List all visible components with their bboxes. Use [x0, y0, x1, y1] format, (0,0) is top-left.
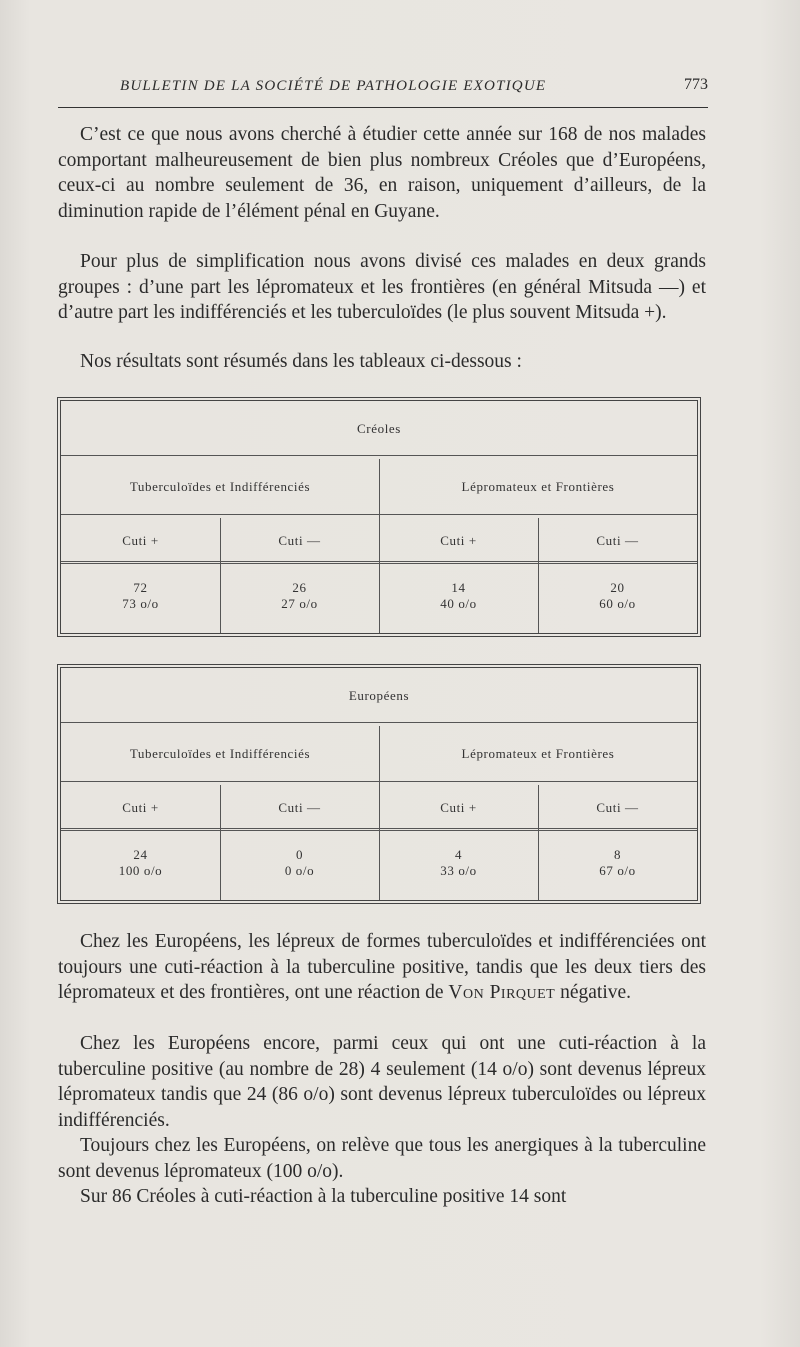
- percent: 0 o/o: [284, 863, 315, 878]
- count: 20: [610, 580, 625, 595]
- percent: 33 o/o: [440, 863, 477, 878]
- table-cell: [220, 565, 379, 627]
- count: 8: [613, 847, 622, 862]
- table-rule: [61, 455, 697, 456]
- group-header: Lépromateux et Frontières: [461, 479, 615, 494]
- table-europeens: [60, 667, 698, 901]
- column-header: Cuti +: [122, 532, 159, 548]
- table-caption: Créoles: [357, 421, 401, 436]
- table-rule: [61, 722, 697, 723]
- percent: 100 o/o: [118, 863, 163, 878]
- column-header: Cuti +: [440, 532, 477, 548]
- author-name: Von Pirquet: [448, 982, 556, 1004]
- paragraph-6: Toujours chez les Européens, on relève que tous les anergiques à la tuberculine sont devenus lépromateux (100 o/o).: [58, 1135, 706, 1182]
- column-divider: [538, 518, 539, 633]
- percent: 27 o/o: [281, 596, 318, 611]
- page-number: 773: [684, 76, 708, 93]
- column-header: Cuti —: [596, 532, 639, 548]
- table-cell: [379, 565, 538, 627]
- count: 24: [133, 847, 148, 862]
- count: 14: [451, 580, 466, 595]
- percent: 67 o/o: [599, 863, 636, 878]
- percent: 60 o/o: [599, 596, 636, 611]
- column-divider: [379, 459, 380, 633]
- table-creoles: [60, 400, 698, 634]
- paragraph-3: Nos résultats sont résumés dans les tableaux ci-dessous :: [80, 351, 522, 372]
- column-header: Cuti +: [440, 799, 477, 815]
- paragraph-2: Pour plus de simplification nous avons divisé ces malades en deux grands groupes : d’une part les lépromateux et les frontières (en général Mitsuda —) et d’autre part les indifférenciés et les tuberculoïdes (le plus souvent Mitsuda +).: [58, 251, 706, 324]
- paragraph-4-end: négative.: [560, 982, 632, 1004]
- column-header: Cuti +: [122, 799, 159, 815]
- column-divider: [220, 518, 221, 633]
- table-cell: [61, 832, 220, 894]
- running-head: [58, 76, 708, 104]
- column-header: Cuti —: [278, 799, 321, 815]
- paragraph-4-text: Chez les Européens, les lépreux de formes tuberculoïdes et indifférenciées ont toujours une cuti-réaction à la tuberculine positive, tandis que les deux tiers des lépromateux et des frontières, ont une réaction de: [58, 931, 706, 1004]
- paragraph-1: C’est ce que nous avons cherché à étudier cette année sur 168 de nos malades comportant malheureusement de bien plus nombreux Créoles que d’Européens, ceux-ci au nombre seulement de 36, en raison, uniquement d’ailleurs, de la diminution rapide de l’élément pénal en Guyane.: [58, 124, 706, 222]
- header-rule: [58, 107, 708, 108]
- count: 4: [454, 847, 463, 862]
- column-header: Cuti —: [596, 799, 639, 815]
- percent: 40 o/o: [440, 596, 477, 611]
- percent: 73 o/o: [122, 596, 159, 611]
- table-cell: [379, 832, 538, 894]
- table-cell: [220, 832, 379, 894]
- paragraph-5: Chez les Européens encore, parmi ceux qui ont une cuti-réaction à la tuberculine positive (au nombre de 28) 4 seulement (14 o/o) sont devenus lépreux lépromateux tandis que 24 (86 o/o) sont devenus lépreux tuberculoïdes ou lépreux indifférenciés.: [58, 1033, 706, 1131]
- group-header: Tuberculoïdes et Indifférenciés: [129, 746, 311, 761]
- group-header: Lépromateux et Frontières: [461, 746, 615, 761]
- table-cell: [61, 565, 220, 627]
- table-cell: [538, 832, 697, 894]
- table-caption: Européens: [348, 688, 410, 703]
- column-divider: [379, 726, 380, 900]
- journal-title: BULLETIN DE LA SOCIÉTÉ DE PATHOLOGIE EXOTIQUE: [120, 78, 547, 94]
- group-header: Tuberculoïdes et Indifférenciés: [129, 479, 311, 494]
- table-cell: [538, 565, 697, 627]
- column-divider: [538, 785, 539, 900]
- column-header: Cuti —: [278, 532, 321, 548]
- count: 0: [295, 847, 304, 862]
- paragraph-7: Sur 86 Créoles à cuti-réaction à la tuberculine positive 14 sont: [80, 1186, 567, 1207]
- count: 72: [133, 580, 148, 595]
- count: 26: [292, 580, 307, 595]
- column-divider: [220, 785, 221, 900]
- paragraph-4: [58, 929, 706, 1006]
